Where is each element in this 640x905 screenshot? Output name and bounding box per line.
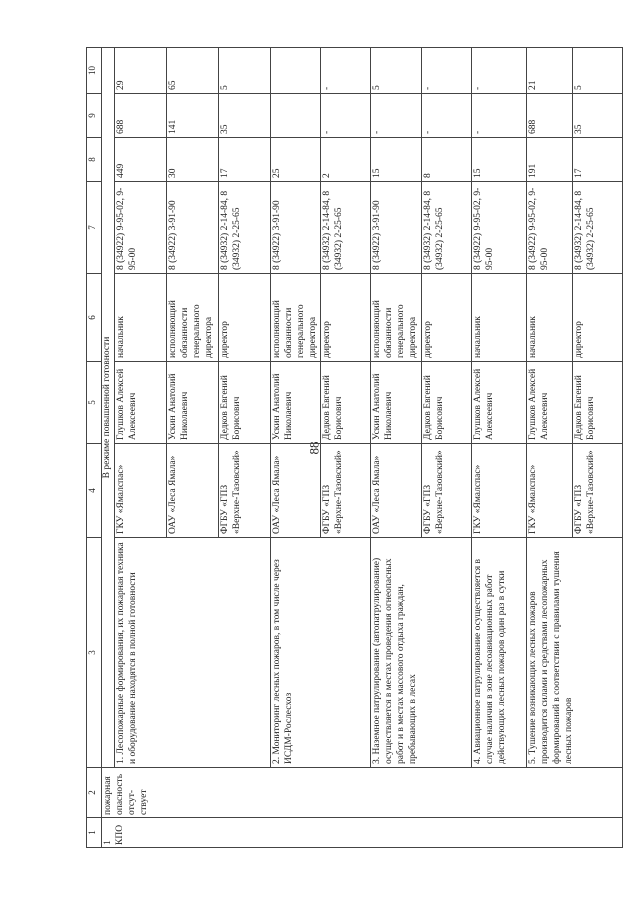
value-cell: 449 [114, 138, 166, 182]
value-cell: 688 [114, 94, 166, 138]
value-cell: 30 [166, 138, 218, 182]
value-cell: - [421, 94, 471, 138]
org-cell: ФГБУ «ГПЗ «Верхне-Тазовский» [218, 444, 270, 538]
person-cell: Дедков Евгений Борисович [218, 362, 270, 444]
person-cell: Дедков Евгений Борисович [421, 362, 471, 444]
kpo-class-cell: 1 КПО [102, 818, 623, 848]
header-cell: 3 [87, 538, 102, 768]
measure-cell: 4. Авиационное патрулирование осуществляется в случае наличия в зоне лесоавиационных работ действующих лесных пожаров один раз в сутки [471, 538, 526, 768]
value-cell: 15 [471, 138, 526, 182]
phone-cell: 8 (34922) 9-95-02, 9-95-00 [114, 182, 166, 274]
org-cell: ГКУ «Ямалспас» [114, 444, 166, 538]
position-cell: исполняющий обязанности генерального директора [270, 274, 321, 362]
header-cell: 1 [87, 818, 102, 848]
header-cell: 9 [87, 94, 102, 138]
table-row [114, 48, 166, 848]
person-cell: Дедков Евгений Борисович [572, 362, 622, 444]
person-cell: Глушков Алексей Алексеевич [526, 362, 572, 444]
measure-cell: 3. Наземное патрулирование (автопатрулирование) осуществляется в местах проведения огнеопасных работ и в местах массового отдыха граждан, пребывающих в лесах [371, 538, 472, 768]
value-cell: 17 [218, 138, 270, 182]
org-cell: ФГБУ «ГПЗ «Верхне-Тазовский» [421, 444, 471, 538]
position-cell: начальник [114, 274, 166, 362]
value-cell: 2 [321, 138, 371, 182]
position-cell: исполняющий обязанности генерального директора [371, 274, 422, 362]
regime-label: В режиме повышенной готовности [102, 48, 115, 768]
value-cell: 29 [114, 48, 166, 94]
table-row [526, 48, 572, 848]
phone-cell: 8 (34932) 2-14-84, 8 (34932) 2-25-65 [421, 182, 471, 274]
person-cell: Ускин Анатолий Николаевич [371, 362, 422, 444]
phone-cell: 8 (34932) 2-14-84, 8 (34932) 2-25-65 [572, 182, 622, 274]
measure-cell: 1. Лесопожарные формирования, их пожарная техника и оборудование находятся в полной готовности [114, 538, 270, 768]
position-cell: начальник [471, 274, 526, 362]
phone-cell: 8 (34922) 3-91-90 [166, 182, 218, 274]
value-cell [270, 48, 321, 94]
forest-fire-plan-table [86, 47, 623, 848]
header-cell: 10 [87, 48, 102, 94]
value-cell: 15 [371, 138, 422, 182]
value-cell: 8 [421, 138, 471, 182]
value-cell: 5 [572, 48, 622, 94]
value-cell: 65 [166, 48, 218, 94]
person-cell: Ускин Анатолий Николаевич [270, 362, 321, 444]
value-cell: - [321, 94, 371, 138]
position-cell: директор [572, 274, 622, 362]
org-cell: ФГБУ «ГПЗ «Верхне-Тазовский» [321, 444, 371, 538]
header-cell: 6 [87, 274, 102, 362]
hazard-cell: пожарная опасность отсут-ствует [102, 768, 623, 818]
value-cell: 191 [526, 138, 572, 182]
phone-cell: 8 (34922) 3-91-90 [371, 182, 422, 274]
position-cell: исполняющий обязанности генерального директора [166, 274, 218, 362]
phone-cell: 8 (34932) 2-14-84, 8 (34932) 2-25-65 [218, 182, 270, 274]
person-cell: Ускин Анатолий Николаевич [166, 362, 218, 444]
measure-cell: 2. Мониторинг лесных пожаров, в том числе через ИСДМ-Рослесхоз [270, 538, 371, 768]
position-cell: директор [321, 274, 371, 362]
table-row [371, 48, 422, 848]
value-cell: - [471, 94, 526, 138]
phone-cell: 8 (34932) 2-14-84, 8 (34932) 2-25-65 [321, 182, 371, 274]
org-cell: ФГБУ «ГПЗ «Верхне-Тазовский» [572, 444, 622, 538]
value-cell: 5 [218, 48, 270, 94]
org-cell: ГКУ «Ямалспас» [526, 444, 572, 538]
table-row [471, 48, 526, 848]
table-row [270, 48, 321, 848]
org-cell: ОАУ «Леса Ямала» [270, 444, 321, 538]
header-row [87, 48, 102, 848]
header-cell: 4 [87, 444, 102, 538]
measure-cell: 5. Тушение возникающих лесных пожаров производится силами и средствами лесопожарных формирований в соответствии с правилами тушения лесных пожаров [526, 538, 622, 768]
header-cell: 5 [87, 362, 102, 444]
value-cell: 688 [526, 94, 572, 138]
position-cell: директор [421, 274, 471, 362]
value-cell: 17 [572, 138, 622, 182]
value-cell: 5 [371, 48, 422, 94]
person-cell: Глушков Алексей Алексеевич [114, 362, 166, 444]
phone-cell: 8 (34922) 9-95-02, 9-95-00 [526, 182, 572, 274]
org-cell: ОАУ «Леса Ямала» [166, 444, 218, 538]
phone-cell: 8 (34922) 3-91-90 [270, 182, 321, 274]
value-cell: 141 [166, 94, 218, 138]
phone-cell: 8 (34922) 9-95-02, 9-95-00 [471, 182, 526, 274]
value-cell: 35 [572, 94, 622, 138]
org-cell: ГКУ «Ямалспас» [471, 444, 526, 538]
header-cell: 7 [87, 182, 102, 274]
value-cell: - [321, 48, 371, 94]
value-cell [270, 94, 321, 138]
rotated-table-wrapper [86, 48, 610, 848]
position-cell: начальник [526, 274, 572, 362]
header-cell: 2 [87, 768, 102, 818]
value-cell: - [421, 48, 471, 94]
value-cell: - [371, 94, 422, 138]
value-cell: 35 [218, 94, 270, 138]
header-cell: 8 [87, 138, 102, 182]
page-number: 88 [306, 441, 322, 455]
regime-row [102, 48, 115, 848]
org-cell: ОАУ «Леса Ямала» [371, 444, 422, 538]
value-cell: 25 [270, 138, 321, 182]
position-cell: директор [218, 274, 270, 362]
person-cell: Дедков Евгений Борисович [321, 362, 371, 444]
person-cell: Глушков Алексей Алексеевич [471, 362, 526, 444]
value-cell: 21 [526, 48, 572, 94]
value-cell: - [471, 48, 526, 94]
